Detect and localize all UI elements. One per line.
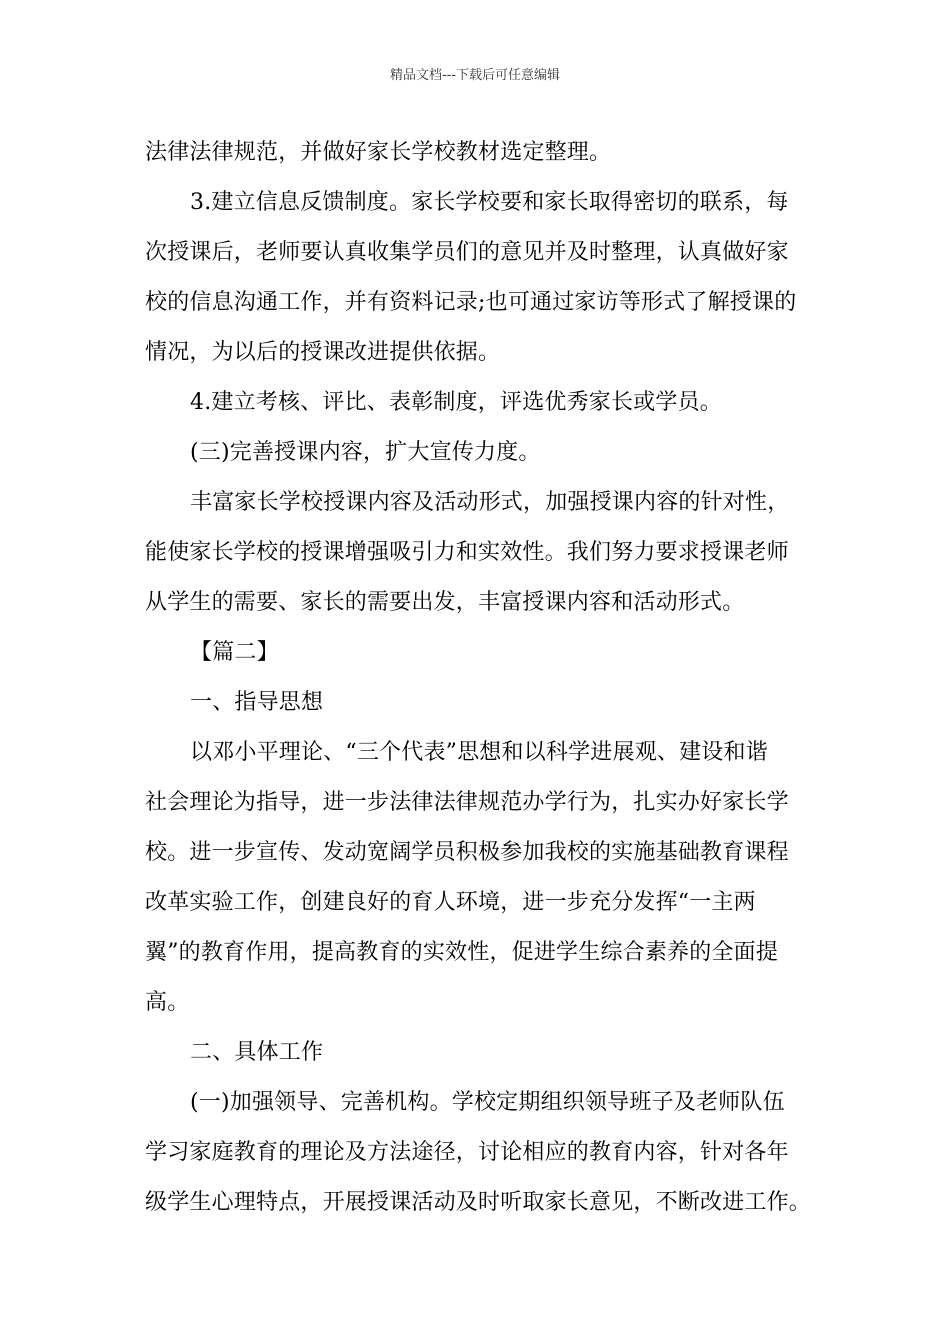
heading-guiding-ideology: 一、指导思想: [190, 690, 324, 715]
text-line-17: 翼”的教育作用，提高教育的实效性，促进学生综合素养的全面提: [145, 940, 779, 965]
text-line-9: 能使家长学校的授课增强吸引力和实效性。我们努力要求授课老师: [145, 540, 789, 565]
text-line-7: (三)完善授课内容，扩大宣传力度。: [190, 440, 541, 465]
text-line-16: 改革实验工作，创建良好的育人环境，进一步充分发挥“一主两: [145, 890, 756, 915]
heading-specific-work: 二、具体工作: [190, 1040, 324, 1065]
text-line-5: 情况，为以后的授课改进提供依据。: [145, 340, 501, 365]
text-line-18: 高。: [145, 990, 190, 1015]
text-line-1: 法律法律规范，并做好家长学校教材选定整理。: [145, 140, 612, 165]
text-line-15: 校。进一步宣传、发动宽阔学员积极参加我校的实施基础教育课程: [145, 840, 789, 865]
text-line-8: 丰富家长学校授课内容及活动形式，加强授课内容的针对性，: [190, 490, 790, 515]
page-header: 精品文档---下载后可任意编辑: [389, 68, 561, 83]
text-line-3: 次授课后，老师要认真收集学员们的意见并及时整理，认真做好家: [145, 240, 789, 265]
document-body: [145, 128, 825, 1228]
text-line-6: 4.建立考核、评比、表彰制度，评选优秀家长或学员。: [190, 390, 722, 415]
text-line-14: 社会理论为指导，进一步法律法律规范办学行为，扎实办好家长学: [145, 790, 789, 815]
text-line-21: 学习家庭教育的理论及方法途径，讨论相应的教育内容，针对各年: [145, 1140, 789, 1165]
text-line-2: 3.建立信息反馈制度。家长学校要和家长取得密切的联系，每: [190, 190, 789, 215]
text-line-4: 校的信息沟通工作，并有资料记录;也可通过家访等形式了解授课的: [145, 290, 797, 315]
text-line-13: 以邓小平理论、“三个代表”思想和以科学进展观、建设和谐: [190, 740, 768, 765]
text-line-22: 级学生心理特点，开展授课活动及时听取家长意见，不断改进工作。: [145, 1190, 812, 1215]
text-line-10: 从学生的需要、家长的需要出发，丰富授课内容和活动形式。: [145, 590, 745, 615]
section-title-part-two: 【篇二】: [190, 640, 279, 665]
text-line-20: (一)加强领导、完善机构。学校定期组织领导班子及老师队伍: [190, 1090, 785, 1115]
